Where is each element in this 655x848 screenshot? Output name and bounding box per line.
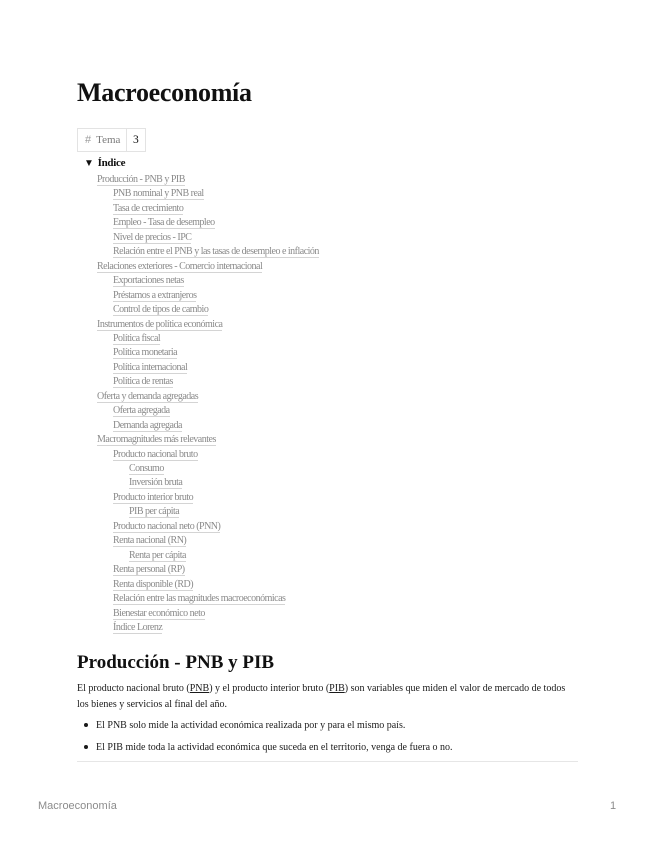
- toc-link[interactable]: Inversión bruta: [129, 477, 183, 489]
- toc-link[interactable]: Índice Lorenz: [113, 621, 163, 633]
- toc-link[interactable]: PIB per cápita: [129, 506, 180, 518]
- bullet-list: [77, 716, 577, 760]
- divider: [77, 761, 578, 762]
- toc-link[interactable]: Política monetaria: [113, 347, 178, 359]
- footer-page-number: 1: [610, 800, 617, 812]
- bullet-dot-icon: [84, 723, 88, 727]
- toc-link[interactable]: Política fiscal: [113, 332, 161, 344]
- hash-icon: #: [85, 134, 92, 146]
- toc-link[interactable]: Política de rentas: [113, 376, 173, 388]
- para-text: ) y el producto interior bruto (: [209, 683, 330, 694]
- toc-link[interactable]: Instrumentos de política económica: [97, 318, 223, 330]
- toc-link[interactable]: Exportaciones netas: [113, 275, 184, 287]
- triangle-down-icon[interactable]: ▼: [84, 157, 94, 169]
- property-row: [77, 128, 146, 152]
- toc-link[interactable]: Macromagnitudes más relevantes: [97, 434, 216, 446]
- property-key-label: Tema: [96, 134, 121, 146]
- property-key: [78, 129, 127, 151]
- property-value[interactable]: 3: [133, 134, 139, 146]
- bullet-item: [77, 716, 577, 738]
- bullet-dot-icon: [84, 745, 88, 749]
- toc-link[interactable]: Oferta agregada: [113, 405, 170, 417]
- toc-link[interactable]: Bienestar económico neto: [113, 607, 205, 619]
- section-heading: Producción - PNB y PIB: [77, 652, 275, 673]
- toc-link[interactable]: Oferta y demanda agregadas: [97, 390, 199, 402]
- para-text: ) son variables que miden el valor de mercado de todos los bienes y servicios al final del año.: [77, 683, 566, 710]
- abbr-pnb-link[interactable]: PNB: [189, 683, 210, 694]
- toc-toggle[interactable]: [84, 157, 125, 169]
- bullet-text: El PNB solo mide la actividad económica realizada por y para el mismo país.: [96, 720, 406, 731]
- section-paragraph: [77, 681, 577, 713]
- toc-link[interactable]: Control de tipos de cambio: [113, 304, 209, 316]
- abbr-pib-link[interactable]: PIB: [329, 683, 345, 694]
- bullet-text: El PIB mide toda la actividad económica que suceda en el territorio, venga de fuera o no.: [96, 742, 453, 753]
- toc-link[interactable]: Producción - PNB y PIB: [97, 174, 185, 185]
- toc-link[interactable]: PNB nominal y PNB real: [113, 188, 204, 200]
- page-title: Macroeconomía: [77, 78, 252, 107]
- toc-link[interactable]: Relación entre el PNB y las tasas de desempleo e inflación: [113, 246, 319, 258]
- toc-link[interactable]: Renta per cápita: [129, 549, 186, 561]
- toc-link[interactable]: Préstamos a extranjeros: [113, 289, 197, 301]
- toc-link[interactable]: Consumo: [129, 463, 164, 474]
- footer-title: Macroeconomía: [38, 800, 117, 812]
- toc-link[interactable]: Empleo - Tasa de desempleo: [113, 217, 215, 229]
- toc-link[interactable]: Renta nacional (RN): [113, 535, 187, 547]
- toc-link[interactable]: Demanda agregada: [113, 419, 182, 431]
- toc-link[interactable]: Tasa de crecimiento: [113, 202, 184, 214]
- toc-link[interactable]: Producto nacional bruto: [113, 448, 198, 460]
- bullet-item: [77, 738, 577, 760]
- toc-label: Índice: [97, 157, 126, 169]
- toc-link[interactable]: Renta personal (RP): [113, 564, 185, 576]
- toc-link[interactable]: Relaciones exteriores - Comercio internacional: [97, 260, 263, 272]
- toc-link[interactable]: Producto interior bruto: [113, 491, 194, 503]
- para-text: El producto nacional bruto (: [77, 683, 190, 694]
- toc-link[interactable]: Política internacional: [113, 361, 188, 373]
- toc-link[interactable]: Relación entre las magnitudes macroeconómicas: [113, 593, 286, 605]
- toc-link[interactable]: Producto nacional neto (PNN): [113, 520, 221, 532]
- toc-link[interactable]: Renta disponible (RD): [113, 578, 194, 590]
- toc-link[interactable]: Nivel de precios - IPC: [113, 231, 192, 243]
